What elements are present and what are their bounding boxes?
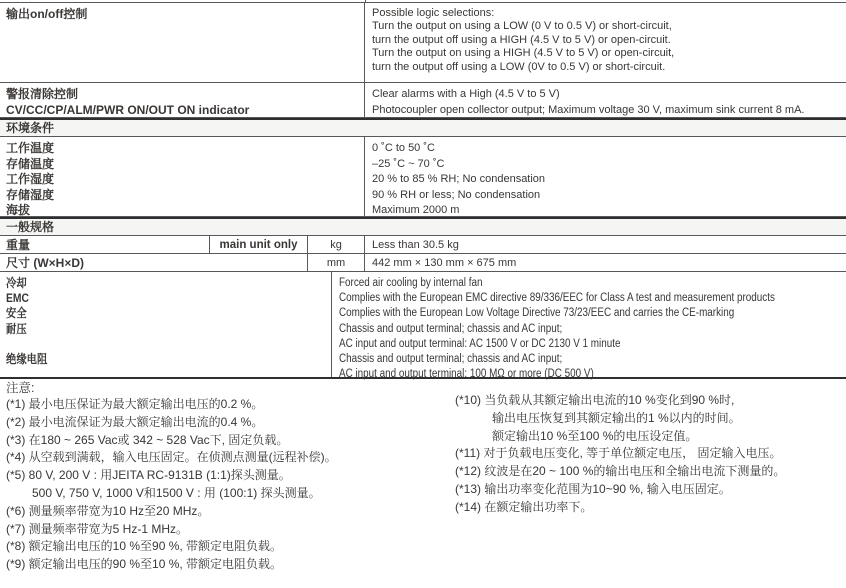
note-item: (*11) 对于负载电压变化, 等于单位额定电压， 固定输入电压。 (455, 446, 782, 461)
note-item: (*13) 输出功率变化范围为10~90 %, 输入电压固定。 (455, 481, 731, 496)
note-item-continuation: 输出电压恢复到其额定输出的1 %以内的时间。 (492, 410, 741, 425)
cell-dimensions-value: 442 mm × 130 mm × 675 mm (372, 257, 517, 269)
note-item: (*5) 80 V, 200 V : 用JEITA RC-9131B (1:1)探头测量。 (6, 468, 291, 483)
cell-dimensions-label (0, 254, 308, 271)
note-item: (*14) 在额定输出功率下。 (455, 499, 593, 514)
note-item: (*9) 额定输出电压的90 %至10 %, 带额定电阻负载。 (6, 557, 283, 572)
indicator-value: Photocoupler open collector output; Maximum voltage 30 V, maximum sink current 8 mA. (372, 103, 805, 116)
note-item: (*6) 测量频率带宽为10 Hz至20 MHz。 (6, 503, 210, 518)
general-label: 耐压 (6, 321, 27, 336)
row-general-block (0, 272, 846, 379)
note-item: (*7) 测量频率带宽为5 Hz-1 MHz。 (6, 521, 189, 536)
row-alarm-clear (0, 83, 846, 118)
env-label: 海拔 (6, 203, 31, 218)
note-item: (*10) 当负载从其额定输出电流的10 %变化到90 %时, (455, 393, 735, 407)
note-item-continuation: 500 V, 750 V, 1000 V和1500 V : 用 (100:1) 探头测量。 (32, 485, 321, 500)
cell-dimensions-unit: mm (308, 254, 365, 271)
general-value: Complies with the European EMC directive 89/336/EEC for Class A test and measurement products (339, 292, 776, 305)
cell-alarm-values (365, 83, 846, 117)
notes-column-left (6, 396, 337, 574)
env-value: 90 % RH or less; No condensation (372, 188, 541, 201)
notes-title: 注意: (6, 381, 35, 395)
general-value: Chassis and output terminal; chassis and AC input; (339, 322, 563, 335)
output-control-line: Possible logic selections: (372, 7, 495, 19)
output-control-label: 输出on/off控制 (6, 7, 88, 21)
row-environment (0, 137, 846, 217)
note-item: (*1) 最小电压保证为最大额定输出电压的0.2 %。 (6, 397, 264, 411)
general-label-spacer (6, 337, 280, 352)
note-item: (*8) 额定输出电压的10 %至90 %, 带额定电阻负载。 (6, 539, 283, 554)
note-item-continuation: 额定输出10 %至100 %的电压设定值。 (492, 428, 698, 443)
cell-weight-label (0, 236, 210, 253)
output-control-line: turn the output off using a HIGH (4.5 V to 5 V) or open-circuit. (372, 33, 671, 46)
cell-weight-unit: kg (308, 236, 365, 253)
cell-weight-value: Less than 30.5 kg (372, 239, 459, 251)
output-control-line: turn the output off using a LOW (0V to 0.5 V) or short-circuit. (372, 60, 666, 73)
general-label: EMC (6, 291, 29, 306)
env-value: Maximum 2000 m (372, 204, 460, 217)
row-dimensions (0, 254, 846, 272)
note-item: (*3) 在180 ~ 265 Vac或 342 ~ 528 Vac下, 固定负载。 (6, 432, 289, 447)
cell-output-control-label (0, 3, 365, 82)
cell-general-labels (0, 272, 332, 377)
general-value: AC input and output terminal: AC 1500 V or DC 2130 V 1 minute (339, 337, 621, 350)
cell-general-values (332, 272, 846, 381)
general-value: Forced air cooling by internal fan (339, 277, 483, 289)
env-value: 0 ˚C to 50 ˚C (372, 142, 435, 154)
env-value: 20 % to 85 % RH; No condensation (372, 173, 546, 186)
cell-environment-values (365, 137, 846, 216)
weight-label: 重量 (6, 238, 31, 252)
cell-output-control-value (365, 3, 846, 82)
general-label-spacer (6, 367, 280, 382)
spec-table (0, 2, 846, 379)
cell-weight-subheader: main unit only (210, 236, 308, 253)
section-band-general: 一般规格 (0, 217, 846, 236)
env-label: 存储湿度 (6, 187, 55, 202)
alarm-clear-label: 警报清除控制 (6, 87, 79, 101)
note-item: (*12) 纹波是在20 ~ 100 %的输出电压和全输出电流下测量的。 (455, 464, 786, 479)
general-label: 冷却 (6, 276, 27, 290)
general-value: Chassis and output terminal; chassis and AC input; (339, 352, 563, 365)
env-label: 工作温度 (6, 141, 55, 155)
note-item: (*4) 从空载到满载，输入电压固定。在侦测点测量(远程补偿)。 (6, 450, 337, 465)
cell-alarm-labels (0, 83, 365, 117)
cell-environment-labels (0, 137, 365, 216)
general-label: 绝缘电阻 (6, 351, 48, 366)
output-control-line: Turn the output on using a LOW (0 V to 0.5 V) or short-circuit, (372, 20, 672, 33)
general-label: 安全 (6, 306, 27, 321)
general-value: AC input and output terminal: 100 MΩ or more (DC 500 V) (339, 368, 594, 381)
indicator-label: CV/CC/CP/ALM/PWR ON/OUT ON indicator (6, 102, 250, 117)
note-item: (*2) 最小电流保证为最大额定输出电流的0.4 %。 (6, 414, 264, 429)
alarm-clear-value: Clear alarms with a High (4.5 V to 5 V) (372, 88, 560, 100)
env-label: 工作湿度 (6, 172, 55, 187)
output-control-line: Turn the output on using a HIGH (4.5 V to 5 V) or open-circuit, (372, 47, 675, 60)
row-weight (0, 236, 846, 254)
env-label: 存储温度 (6, 156, 55, 171)
env-value: –25 ˚C ~ 70 ˚C (372, 157, 445, 170)
section-band-environment: 环境条件 (0, 118, 846, 137)
dimensions-label: 尺寸 (W×H×D) (6, 256, 85, 270)
general-value: Complies with the European Low Voltage Directive 73/23/EEC and carries the CE-marking (339, 307, 735, 320)
row-output-control (0, 3, 846, 83)
notes-column-right (455, 392, 785, 517)
